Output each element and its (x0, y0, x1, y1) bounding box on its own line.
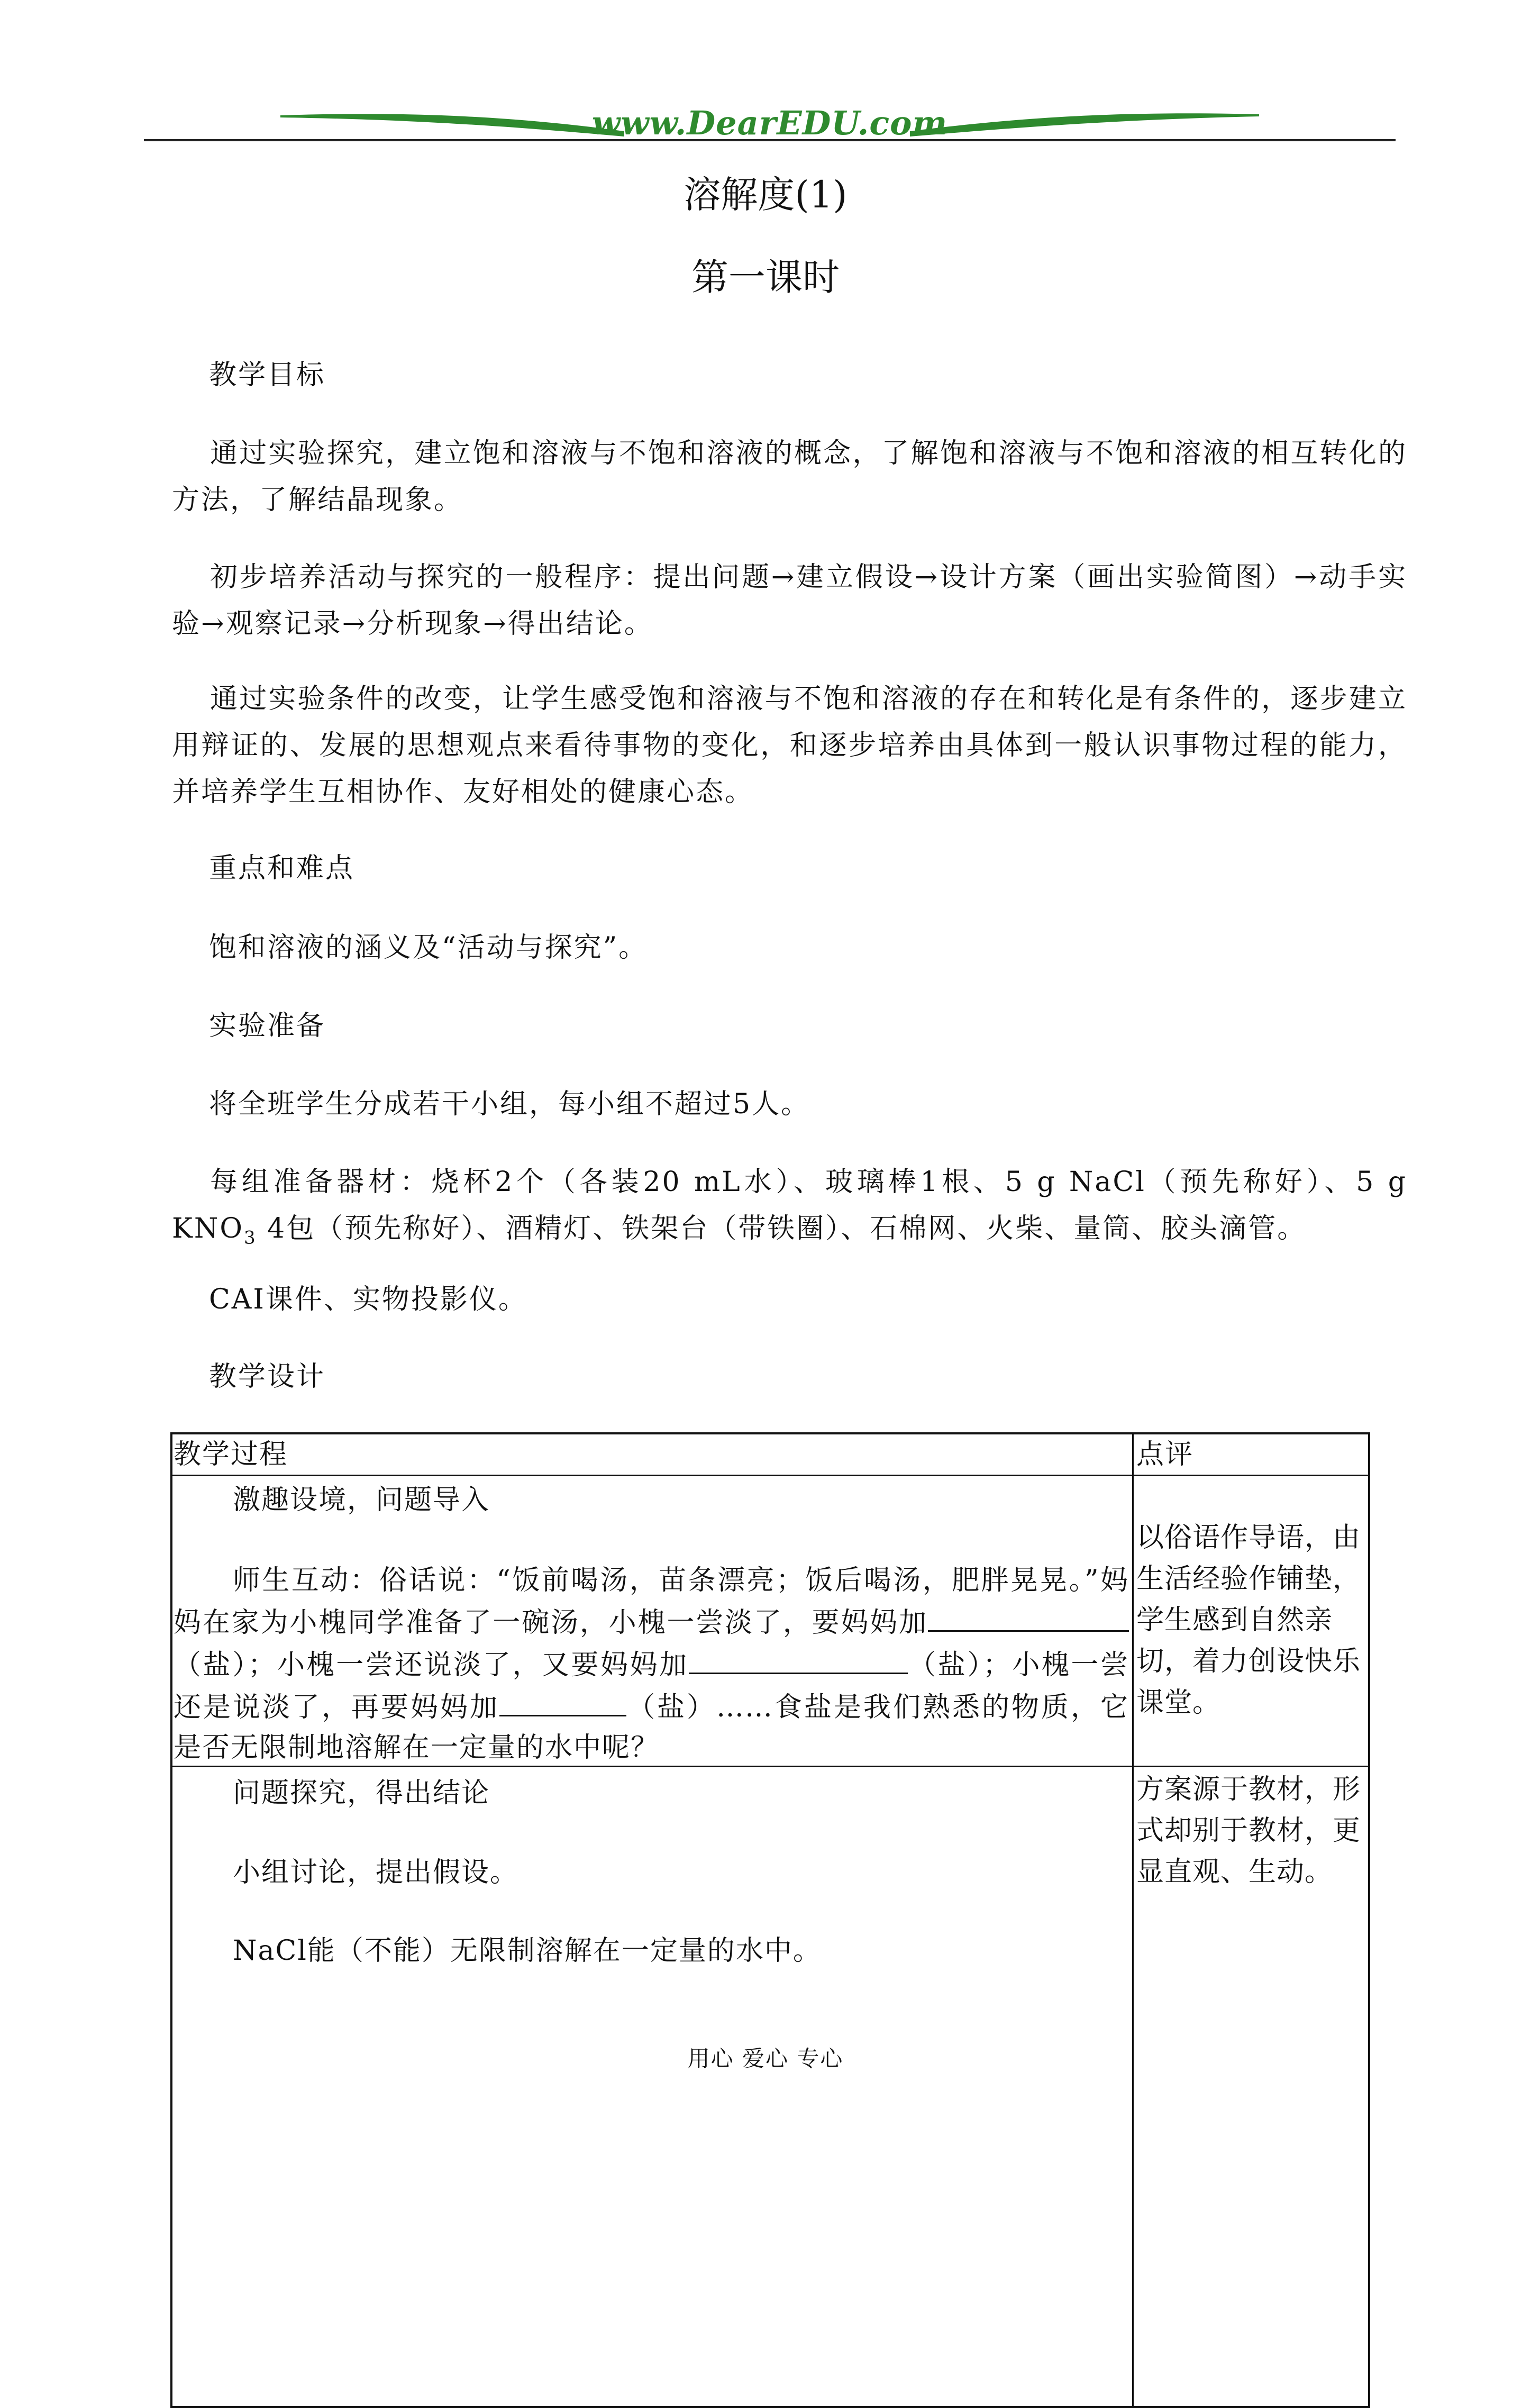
row-2-text-1: 小组讨论，提出假设。 (233, 1857, 519, 1888)
fill-blank (928, 1601, 1129, 1632)
table-border (170, 1432, 1370, 1434)
row-1-comment: 以俗语作导语，由生活经验作铺垫，学生感到自然亲切，着力创设快乐课堂。 (1136, 1522, 1361, 1719)
page-title: 溶解度(1) (684, 173, 847, 216)
paragraph: 饱和溶液的涵义及“活动与探究”。 (209, 932, 648, 964)
section-heading: 重点和难点 (209, 852, 355, 884)
row-1-text-4: （盐）……食盐是我们熟悉的物质，它是否无限制地溶解在一定量的水中呢？ (174, 1692, 1129, 1764)
fill-blank (895, 1643, 908, 1674)
lesson-table (170, 1432, 1370, 2407)
row-1-text-3: （盐）；小槐一尝还是说淡了，再要妈妈加 (174, 1649, 1129, 1723)
row-2-title: 问题探究，得出结论 (233, 1777, 490, 1809)
section-heading: 教学设计 (209, 1361, 326, 1393)
section-heading: 实验准备 (209, 1010, 326, 1042)
page-footer: 用心 爱心 专心 (687, 2046, 844, 2071)
fill-blank (689, 1643, 895, 1674)
paragraph: 通过实验探究，建立饱和溶液与不饱和溶液的概念，了解饱和溶液与不饱和溶液的相互转化的方法，了解结晶现象。 (172, 438, 1407, 516)
table-border (170, 2406, 1370, 2408)
row-2-text-2: NaCl能（不能）无限制溶解在一定量的水中。 (233, 1935, 822, 1967)
table-border (170, 1475, 1370, 1476)
paragraph: 将全班学生分成若干小组，每小组不超过5人。 (209, 1088, 810, 1120)
table-border (170, 1432, 172, 2408)
fill-blank (499, 1685, 626, 1716)
table-border (1132, 1432, 1134, 2408)
row-1-text-2: （盐）；小槐一尝还说淡了，又要妈妈加 (174, 1649, 689, 1681)
row-1-body (174, 1560, 1129, 1768)
row-1-title: 激趣设境，问题导入 (233, 1484, 490, 1516)
row-1-text-1: 师生互动：俗话说：“饭前喝汤，苗条漂亮；饭后喝汤，肥胖晃晃。”妈妈在家为小槐同学准备了一碗汤，小槐一尝淡了，要妈妈加 (174, 1565, 1129, 1639)
table-header-process: 教学过程 (174, 1439, 288, 1470)
section-heading: 教学目标 (209, 359, 326, 391)
paragraph: 通过实验条件的改变，让学生感受饱和溶液与不饱和溶液的存在和转化是有条件的，逐步建立用辩证的、发展的思想观点来看待事物的变化，和逐步培养由具体到一般认识事物过程的能力，并培养学生互相协作、友好相处的健康心态。 (172, 683, 1407, 808)
table-header-comment: 点评 (1136, 1439, 1194, 1470)
row-2-comment: 方案源于教材，形式却别于教材，更显直观、生动。 (1136, 1774, 1361, 1888)
page-subtitle: 第一课时 (691, 256, 840, 299)
equipment-text-after: 4包（预先称好）、酒精灯、铁架台（带铁圈）、石棉网、火柴、量筒、胶头滴管。 (257, 1213, 1307, 1244)
equipment-text: 每组准备器材：烧杯2个（各装20 mL水）、玻璃棒1根、5 g NaCl（预先称好）、5 g KNO (172, 1166, 1407, 1244)
header-rule (144, 139, 1396, 141)
subscript: 3 (243, 1227, 257, 1249)
paragraph: CAI课件、实物投影仪。 (209, 1284, 527, 1315)
paragraph: 初步培养活动与探究的一般程序：提出问题→建立假设→设计方案（画出实验简图）→动手实验→观察记录→分析现象→得出结论。 (172, 561, 1407, 640)
logo-text: www.DearEDU.com (591, 104, 948, 142)
table-border (1368, 1432, 1370, 2408)
equipment-paragraph (172, 1159, 1407, 1261)
